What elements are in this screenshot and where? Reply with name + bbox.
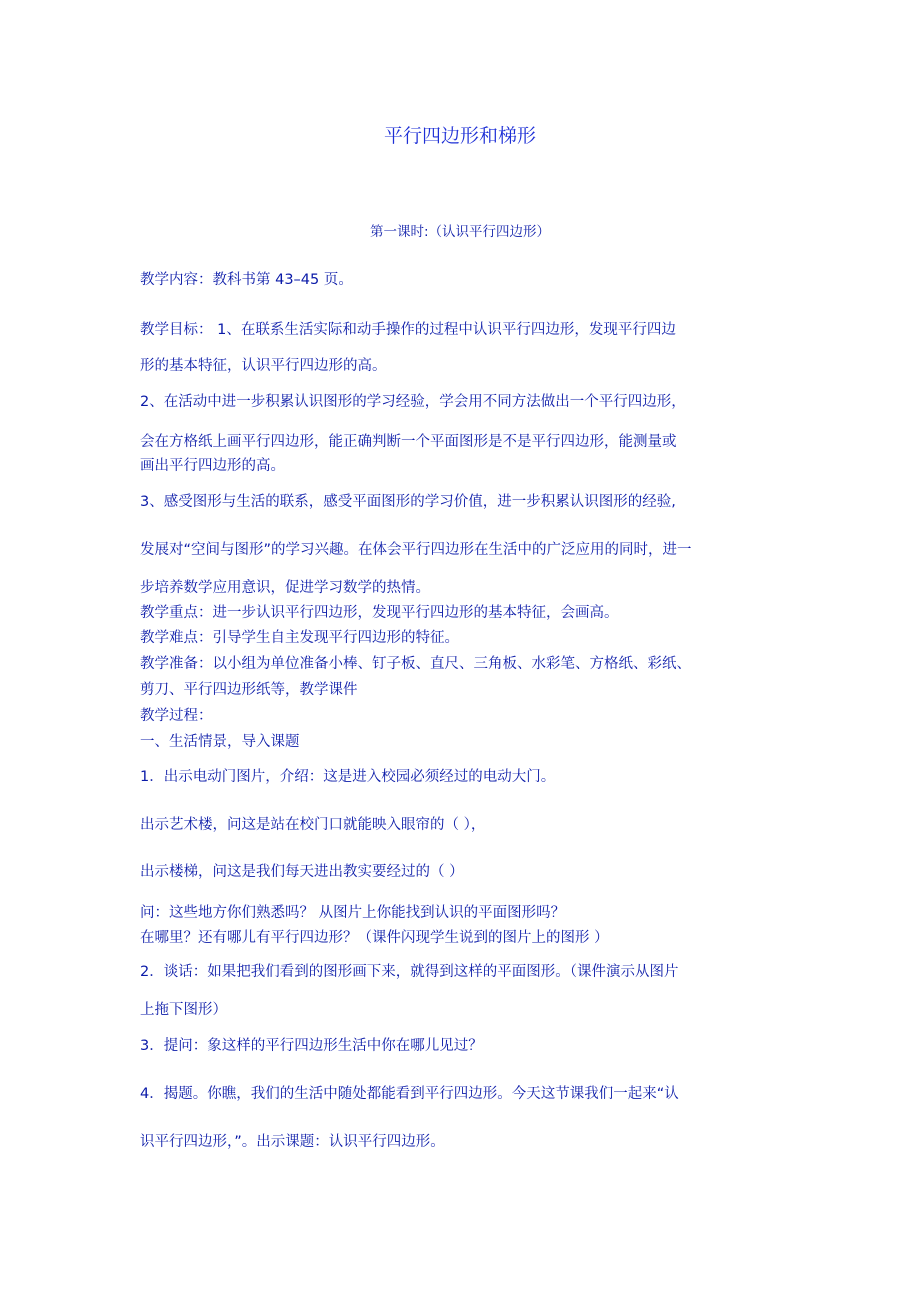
- text-line: 3、感受图形与生活的联系，感受平面图形的学习价值，进一步积累认识图形的经验,: [140, 494, 676, 510]
- text-line: 出示艺术楼，问这是站在校门口就能映入眼帘的（ ），: [140, 817, 486, 833]
- text-line: 教学过程：: [140, 708, 213, 724]
- text-line: 会在方格纸上画平行四边形，能正确判断一个平面图形是不是平行四边形，能测量或: [140, 434, 677, 450]
- text-line: 教学内容：教科书第 43–45 页。: [140, 272, 353, 288]
- text-line: 3．提问：象这样的平行四边形生活中你在哪儿见过？: [140, 1038, 483, 1054]
- text-line: 问：这些地方你们熟悉吗？ 从图片上你能找到认识的平面图形吗？: [140, 905, 566, 921]
- lesson-subtitle: 第一课时:（认识平行四边形）: [369, 224, 551, 240]
- text-line: 剪刀、平行四边形纸等，教学课件: [140, 682, 358, 698]
- text-line: 画出平行四边形的高。: [140, 458, 285, 474]
- text-line: 4．揭题。你瞧，我们的生活中随处都能看到平行四边形。今天这节课我们一起来“认: [140, 1086, 679, 1102]
- text-line: 2、在活动中进一步积累认识图形的学习经验，学会用不同方法做出一个平行四边形，: [140, 394, 686, 410]
- text-line: 教学目标： 1、在联系生活实际和动手操作的过程中认识平行四边形，发现平行四边: [140, 322, 676, 338]
- text-line: 上拖下图形）: [140, 1002, 227, 1018]
- text-line: 教学重点：进一步认识平行四边形，发现平行四边形的基本特征，会画高。: [140, 605, 619, 621]
- text-line: 识平行四边形，”。出示课题：认识平行四边形。: [140, 1134, 445, 1150]
- text-line: 教学准备：以小组为单位准备小棒、钉子板、直尺、三角板、水彩笔、方格纸、彩纸、: [140, 656, 691, 672]
- text-line: 在哪里？还有哪儿有平行四边形？（课件闪现学生说到的图片上的图形 ）: [140, 930, 609, 946]
- text-line: 发展对“空间与图形”的学习兴趣。在体会平行四边形在生活中的广泛应用的同时，进一: [140, 542, 692, 558]
- text-line: 一、生活情景，导入课题: [140, 734, 300, 750]
- text-line: 2．谈话：如果把我们看到的图形画下来，就得到这样的平面图形。（课件演示从图片: [140, 964, 679, 980]
- text-line: 形的基本特征，认识平行四边形的高。: [140, 358, 387, 374]
- text-line: 出示楼梯，问这是我们每天进出教实要经过的（ ）: [140, 864, 464, 880]
- text-line: 步培养数学应用意识，促进学习数学的热情。: [140, 580, 430, 596]
- text-line: 教学难点：引导学生自主发现平行四边形的特征。: [140, 630, 459, 646]
- document-title: 平行四边形和梯形: [383, 125, 536, 147]
- text-line: 1．出示电动门图片，介绍：这是进入校园必须经过的电动大门。: [140, 769, 556, 785]
